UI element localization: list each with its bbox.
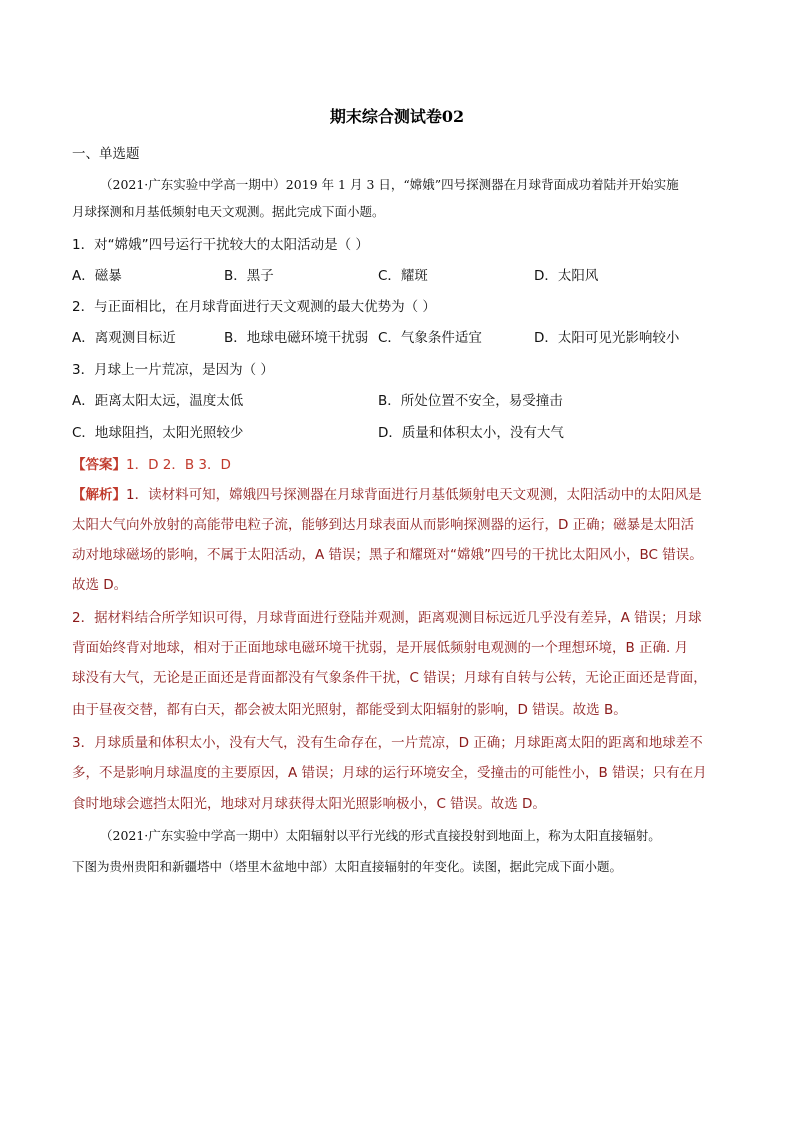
passage-2-line-2: 下图为贵州贵阳和新疆塔中（塔里木盆地中部）太阳直接辐射的年变化。读图，据此完成下面小题。 bbox=[72, 859, 623, 874]
option-b: B．黑子 bbox=[224, 268, 274, 284]
option-c: C．耀斑 bbox=[378, 268, 428, 284]
option-b: B．所处位置不安全，易受撞击 bbox=[378, 393, 563, 409]
option-a: A．磁暴 bbox=[72, 268, 122, 284]
question-2-options bbox=[72, 328, 732, 348]
option-c: C．地球阻挡，太阳光照较少 bbox=[72, 425, 244, 441]
option-a: A．距离太阳太远，温度太低 bbox=[72, 393, 244, 409]
question-3-options-row-2 bbox=[72, 423, 732, 443]
analysis-line-8: 由于昼夜交替，都有白天，都会被太阳光照射，都能受到太阳辐射的影响，D 错误。故选 B。 bbox=[72, 702, 627, 718]
question-1-stem: 1．对“嫦娥”四号运行干扰较大的太阳活动是（ ） bbox=[72, 237, 369, 253]
section-heading: 一、单选题 bbox=[72, 146, 140, 162]
question-2-stem: 2．与正面相比，在月球背面进行天文观测的最大优势为（ ） bbox=[72, 299, 436, 315]
option-a: A．离观测目标近 bbox=[72, 330, 176, 346]
passage-2-line-1: （2021·广东实验中学高一期中）太阳辐射以平行光线的形式直接投射到地面上，称为太阳直接辐射。 bbox=[100, 828, 661, 843]
question-3-options-row-1 bbox=[72, 391, 732, 411]
option-c: C．气象条件适宜 bbox=[378, 330, 482, 346]
analysis-label: 【解析】 bbox=[72, 487, 126, 503]
option-d: D．太阳可见光影响较小 bbox=[534, 330, 680, 346]
answer-line bbox=[72, 455, 732, 475]
analysis-line-5: 2．据材料结合所学知识可得，月球背面进行登陆并观测，距离观测目标远近几乎没有差异，A 错误；月球 bbox=[72, 610, 702, 626]
question-3-stem: 3．月球上一片荒凉，是因为（ ） bbox=[72, 362, 274, 378]
option-d: D．太阳风 bbox=[534, 268, 599, 284]
question-1-options bbox=[72, 266, 732, 286]
answer-label: 【答案】 bbox=[72, 457, 126, 473]
passage-1-line-2: 月球探测和月基低频射电天文观测。据此完成下面小题。 bbox=[72, 204, 385, 219]
analysis-line-6: 背面始终背对地球，相对于正面地球电磁环境干扰弱，是开展低频射电观测的一个理想环境，B 正确. 月 bbox=[72, 640, 689, 656]
analysis-line-4: 故选 D。 bbox=[72, 577, 128, 593]
analysis-text: 1．读材料可知，嫦娥四号探测器在月球背面进行月基低频射电天文观测，太阳活动中的太阳风是 bbox=[126, 487, 702, 503]
analysis-line-1 bbox=[72, 485, 732, 505]
analysis-line-10: 多，不是影响月球温度的主要原因，A 错误；月球的运行环境安全，受撞击的可能性小，B 错误；只有在月 bbox=[72, 765, 707, 781]
answer-text: 1．D 2．B 3．D bbox=[126, 457, 231, 473]
option-d: D．质量和体积太小，没有大气 bbox=[378, 425, 564, 441]
analysis-line-11: 食时地球会遮挡太阳光，地球对月球获得太阳光照影响极小，C 错误。故选 D。 bbox=[72, 796, 546, 812]
analysis-line-9: 3．月球质量和体积太小，没有大气，没有生命存在，一片荒凉，D 正确；月球距离太阳的距离和地球差不 bbox=[72, 735, 703, 751]
page-title: 期末综合测试卷02 bbox=[329, 107, 465, 126]
analysis-line-2: 太阳大气向外放射的高能带电粒子流，能够到达月球表面从而影响探测器的运行，D 正确；磁暴是太阳活 bbox=[72, 517, 695, 533]
analysis-line-3: 动对地球磁场的影响，不属于太阳活动，A 错误；黑子和耀斑对“嫦娥”四号的干扰比太阳风小，BC 错误。 bbox=[72, 547, 703, 563]
analysis-line-7: 球没有大气，无论是正面还是背面都没有气象条件干扰，C 错误；月球有自转与公转，无论正面还是背面， bbox=[72, 670, 707, 686]
option-b: B．地球电磁环境干扰弱 bbox=[224, 330, 369, 346]
passage-1-line-1: （2021·广东实验中学高一期中）2019 年 1 月 3 日，“嫦娥”四号探测器在月球背面成功着陆并开始实施 bbox=[100, 177, 679, 192]
